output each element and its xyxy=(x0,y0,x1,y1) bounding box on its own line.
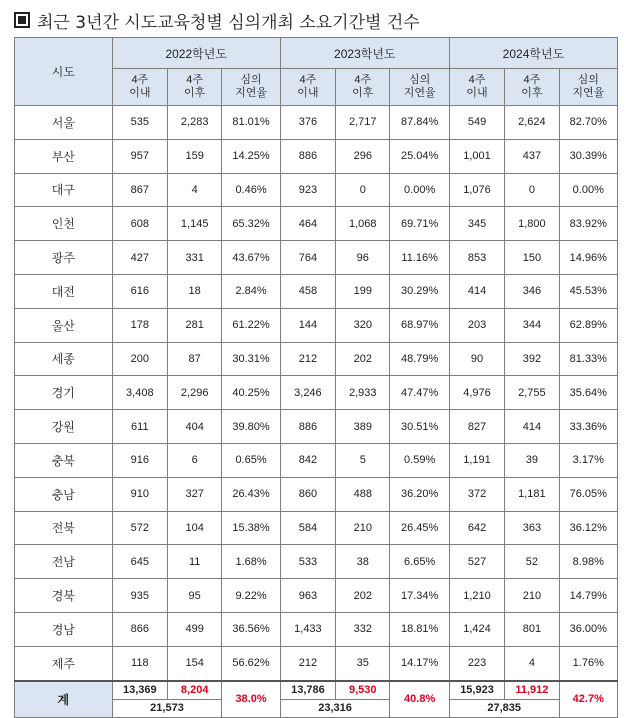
region-cell: 전남 xyxy=(15,545,113,579)
value-cell: 1,076 xyxy=(449,173,504,207)
value-cell: 1,424 xyxy=(449,612,504,646)
subheader-after-4w: 4주 이후 xyxy=(505,69,559,106)
table-row xyxy=(15,443,618,477)
table-row xyxy=(15,173,618,207)
region-cell: 서울 xyxy=(15,106,113,140)
table-row xyxy=(15,545,618,579)
value-cell: 81.01% xyxy=(222,106,280,140)
value-cell: 9.22% xyxy=(222,579,280,613)
value-cell: 15.38% xyxy=(222,511,280,545)
value-cell: 203 xyxy=(449,308,504,342)
value-cell: 332 xyxy=(336,612,390,646)
value-cell: 1,001 xyxy=(449,139,504,173)
value-cell: 202 xyxy=(336,342,390,376)
total-rate-cell: 40.8% xyxy=(390,681,449,718)
table-row xyxy=(15,646,618,680)
value-cell: 281 xyxy=(168,308,222,342)
header-year-2022: 2022학년도 xyxy=(112,38,280,69)
value-cell: 14.17% xyxy=(390,646,449,680)
value-cell: 35 xyxy=(336,646,390,680)
value-cell: 200 xyxy=(112,342,167,376)
value-cell: 14.25% xyxy=(222,139,280,173)
value-cell: 346 xyxy=(505,274,559,308)
value-cell: 30.29% xyxy=(390,274,449,308)
value-cell: 464 xyxy=(280,207,335,241)
region-cell: 광주 xyxy=(15,241,113,275)
region-cell: 대구 xyxy=(15,173,113,207)
value-cell: 827 xyxy=(449,410,504,444)
value-cell: 150 xyxy=(505,241,559,275)
total-after-cell: 11,912 xyxy=(505,681,559,700)
value-cell: 645 xyxy=(112,545,167,579)
value-cell: 376 xyxy=(280,106,335,140)
subheader-delay-rate: 심의 지연율 xyxy=(559,69,617,106)
value-cell: 392 xyxy=(505,342,559,376)
value-cell: 842 xyxy=(280,443,335,477)
value-cell: 62.89% xyxy=(559,308,617,342)
value-cell: 866 xyxy=(112,612,167,646)
header-year-2024: 2024학년도 xyxy=(449,38,617,69)
value-cell: 427 xyxy=(112,241,167,275)
value-cell: 764 xyxy=(280,241,335,275)
total-within-cell: 15,923 xyxy=(449,681,504,700)
table-row xyxy=(15,342,618,376)
table-row xyxy=(15,139,618,173)
value-cell: 39 xyxy=(505,443,559,477)
value-cell: 642 xyxy=(449,511,504,545)
title-text: 최근 3년간 시도교육청별 심의개최 소요기간별 건수 xyxy=(37,12,420,33)
table-row xyxy=(15,612,618,646)
value-cell: 3,246 xyxy=(280,376,335,410)
value-cell: 527 xyxy=(449,545,504,579)
page-title xyxy=(14,6,420,34)
total-sum-cell: 21,573 xyxy=(112,699,222,717)
value-cell: 83.92% xyxy=(559,207,617,241)
value-cell: 4 xyxy=(168,173,222,207)
value-cell: 159 xyxy=(168,139,222,173)
header-year-2023: 2023학년도 xyxy=(280,38,449,69)
value-cell: 331 xyxy=(168,241,222,275)
value-cell: 296 xyxy=(336,139,390,173)
value-cell: 963 xyxy=(280,579,335,613)
value-cell: 6 xyxy=(168,443,222,477)
table-row xyxy=(15,511,618,545)
value-cell: 17.34% xyxy=(390,579,449,613)
value-cell: 4 xyxy=(505,646,559,680)
total-rate-cell: 38.0% xyxy=(222,681,280,718)
value-cell: 916 xyxy=(112,443,167,477)
total-within-cell: 13,369 xyxy=(112,681,167,700)
value-cell: 4,976 xyxy=(449,376,504,410)
total-after-cell: 9,530 xyxy=(336,681,390,700)
value-cell: 36.20% xyxy=(390,477,449,511)
value-cell: 1,191 xyxy=(449,443,504,477)
total-after-cell: 8,204 xyxy=(168,681,222,700)
value-cell: 39.80% xyxy=(222,410,280,444)
region-cell: 전북 xyxy=(15,511,113,545)
region-cell: 제주 xyxy=(15,646,113,680)
value-cell: 344 xyxy=(505,308,559,342)
value-cell: 36.00% xyxy=(559,612,617,646)
value-cell: 2.84% xyxy=(222,274,280,308)
table-body xyxy=(15,106,618,718)
value-cell: 38 xyxy=(336,545,390,579)
total-sum-cell: 23,316 xyxy=(280,699,390,717)
value-cell: 957 xyxy=(112,139,167,173)
value-cell: 1,181 xyxy=(505,477,559,511)
value-cell: 1,210 xyxy=(449,579,504,613)
table-row xyxy=(15,410,618,444)
value-cell: 199 xyxy=(336,274,390,308)
value-cell: 320 xyxy=(336,308,390,342)
value-cell: 65.32% xyxy=(222,207,280,241)
value-cell: 0.00% xyxy=(390,173,449,207)
table-row xyxy=(15,308,618,342)
value-cell: 104 xyxy=(168,511,222,545)
value-cell: 48.79% xyxy=(390,342,449,376)
value-cell: 608 xyxy=(112,207,167,241)
value-cell: 0.46% xyxy=(222,173,280,207)
value-cell: 935 xyxy=(112,579,167,613)
value-cell: 11 xyxy=(168,545,222,579)
value-cell: 47.47% xyxy=(390,376,449,410)
value-cell: 867 xyxy=(112,173,167,207)
value-cell: 96 xyxy=(336,241,390,275)
square-bullet-icon xyxy=(14,12,30,28)
value-cell: 69.71% xyxy=(390,207,449,241)
value-cell: 2,283 xyxy=(168,106,222,140)
value-cell: 30.39% xyxy=(559,139,617,173)
value-cell: 56.62% xyxy=(222,646,280,680)
value-cell: 886 xyxy=(280,410,335,444)
value-cell: 81.33% xyxy=(559,342,617,376)
region-cell: 대전 xyxy=(15,274,113,308)
value-cell: 154 xyxy=(168,646,222,680)
value-cell: 0 xyxy=(336,173,390,207)
value-cell: 11.16% xyxy=(390,241,449,275)
value-cell: 549 xyxy=(449,106,504,140)
table-row xyxy=(15,477,618,511)
value-cell: 61.22% xyxy=(222,308,280,342)
stats-table xyxy=(14,37,618,718)
value-cell: 14.79% xyxy=(559,579,617,613)
value-cell: 33.36% xyxy=(559,410,617,444)
value-cell: 212 xyxy=(280,646,335,680)
value-cell: 52 xyxy=(505,545,559,579)
value-cell: 910 xyxy=(112,477,167,511)
value-cell: 210 xyxy=(505,579,559,613)
subheader-delay-rate: 심의 지연율 xyxy=(222,69,280,106)
value-cell: 533 xyxy=(280,545,335,579)
value-cell: 14.96% xyxy=(559,241,617,275)
value-cell: 363 xyxy=(505,511,559,545)
value-cell: 499 xyxy=(168,612,222,646)
value-cell: 82.70% xyxy=(559,106,617,140)
value-cell: 25.04% xyxy=(390,139,449,173)
value-cell: 584 xyxy=(280,511,335,545)
value-cell: 3,408 xyxy=(112,376,167,410)
region-cell: 세종 xyxy=(15,342,113,376)
value-cell: 68.97% xyxy=(390,308,449,342)
value-cell: 1.68% xyxy=(222,545,280,579)
value-cell: 202 xyxy=(336,579,390,613)
value-cell: 212 xyxy=(280,342,335,376)
value-cell: 144 xyxy=(280,308,335,342)
value-cell: 2,755 xyxy=(505,376,559,410)
subheader-after-4w: 4주 이후 xyxy=(336,69,390,106)
value-cell: 1,800 xyxy=(505,207,559,241)
table-row xyxy=(15,376,618,410)
region-cell: 경북 xyxy=(15,579,113,613)
value-cell: 0.00% xyxy=(559,173,617,207)
value-cell: 616 xyxy=(112,274,167,308)
total-rate-cell: 42.7% xyxy=(559,681,617,718)
header-region: 시도 xyxy=(15,38,113,106)
value-cell: 43.67% xyxy=(222,241,280,275)
region-cell: 충북 xyxy=(15,443,113,477)
total-label: 계 xyxy=(15,681,113,718)
region-cell: 인천 xyxy=(15,207,113,241)
value-cell: 860 xyxy=(280,477,335,511)
value-cell: 18 xyxy=(168,274,222,308)
value-cell: 0.65% xyxy=(222,443,280,477)
value-cell: 1,433 xyxy=(280,612,335,646)
table-header xyxy=(15,38,618,106)
value-cell: 1.76% xyxy=(559,646,617,680)
value-cell: 389 xyxy=(336,410,390,444)
region-cell: 경기 xyxy=(15,376,113,410)
subheader-within-4w: 4주 이내 xyxy=(280,69,335,106)
value-cell: 372 xyxy=(449,477,504,511)
table-row xyxy=(15,241,618,275)
value-cell: 2,717 xyxy=(336,106,390,140)
value-cell: 611 xyxy=(112,410,167,444)
value-cell: 345 xyxy=(449,207,504,241)
value-cell: 414 xyxy=(449,274,504,308)
value-cell: 178 xyxy=(112,308,167,342)
value-cell: 40.25% xyxy=(222,376,280,410)
value-cell: 327 xyxy=(168,477,222,511)
value-cell: 6.65% xyxy=(390,545,449,579)
table-row xyxy=(15,207,618,241)
table-row xyxy=(15,106,618,140)
subheader-after-4w: 4주 이후 xyxy=(168,69,222,106)
value-cell: 76.05% xyxy=(559,477,617,511)
value-cell: 30.51% xyxy=(390,410,449,444)
value-cell: 90 xyxy=(449,342,504,376)
value-cell: 30.31% xyxy=(222,342,280,376)
value-cell: 2,933 xyxy=(336,376,390,410)
table-row xyxy=(15,274,618,308)
value-cell: 535 xyxy=(112,106,167,140)
value-cell: 2,624 xyxy=(505,106,559,140)
value-cell: 95 xyxy=(168,579,222,613)
value-cell: 87 xyxy=(168,342,222,376)
value-cell: 0.59% xyxy=(390,443,449,477)
value-cell: 18.81% xyxy=(390,612,449,646)
value-cell: 853 xyxy=(449,241,504,275)
value-cell: 87.84% xyxy=(390,106,449,140)
value-cell: 404 xyxy=(168,410,222,444)
value-cell: 36.12% xyxy=(559,511,617,545)
value-cell: 1,145 xyxy=(168,207,222,241)
value-cell: 26.45% xyxy=(390,511,449,545)
subheader-within-4w: 4주 이내 xyxy=(112,69,167,106)
value-cell: 210 xyxy=(336,511,390,545)
value-cell: 414 xyxy=(505,410,559,444)
value-cell: 5 xyxy=(336,443,390,477)
value-cell: 45.53% xyxy=(559,274,617,308)
region-cell: 울산 xyxy=(15,308,113,342)
region-cell: 경남 xyxy=(15,612,113,646)
value-cell: 923 xyxy=(280,173,335,207)
value-cell: 26.43% xyxy=(222,477,280,511)
value-cell: 223 xyxy=(449,646,504,680)
value-cell: 36.56% xyxy=(222,612,280,646)
region-cell: 충남 xyxy=(15,477,113,511)
region-cell: 강원 xyxy=(15,410,113,444)
total-within-cell: 13,786 xyxy=(280,681,335,700)
value-cell: 437 xyxy=(505,139,559,173)
value-cell: 886 xyxy=(280,139,335,173)
total-sum-cell: 27,835 xyxy=(449,699,559,717)
value-cell: 1,068 xyxy=(336,207,390,241)
value-cell: 8.98% xyxy=(559,545,617,579)
table-row xyxy=(15,579,618,613)
subheader-delay-rate: 심의 지연율 xyxy=(390,69,449,106)
value-cell: 118 xyxy=(112,646,167,680)
total-row xyxy=(15,681,618,700)
subheader-within-4w: 4주 이내 xyxy=(449,69,504,106)
value-cell: 572 xyxy=(112,511,167,545)
value-cell: 2,296 xyxy=(168,376,222,410)
value-cell: 801 xyxy=(505,612,559,646)
value-cell: 3.17% xyxy=(559,443,617,477)
value-cell: 458 xyxy=(280,274,335,308)
region-cell: 부산 xyxy=(15,139,113,173)
value-cell: 35.64% xyxy=(559,376,617,410)
value-cell: 488 xyxy=(336,477,390,511)
value-cell: 0 xyxy=(505,173,559,207)
